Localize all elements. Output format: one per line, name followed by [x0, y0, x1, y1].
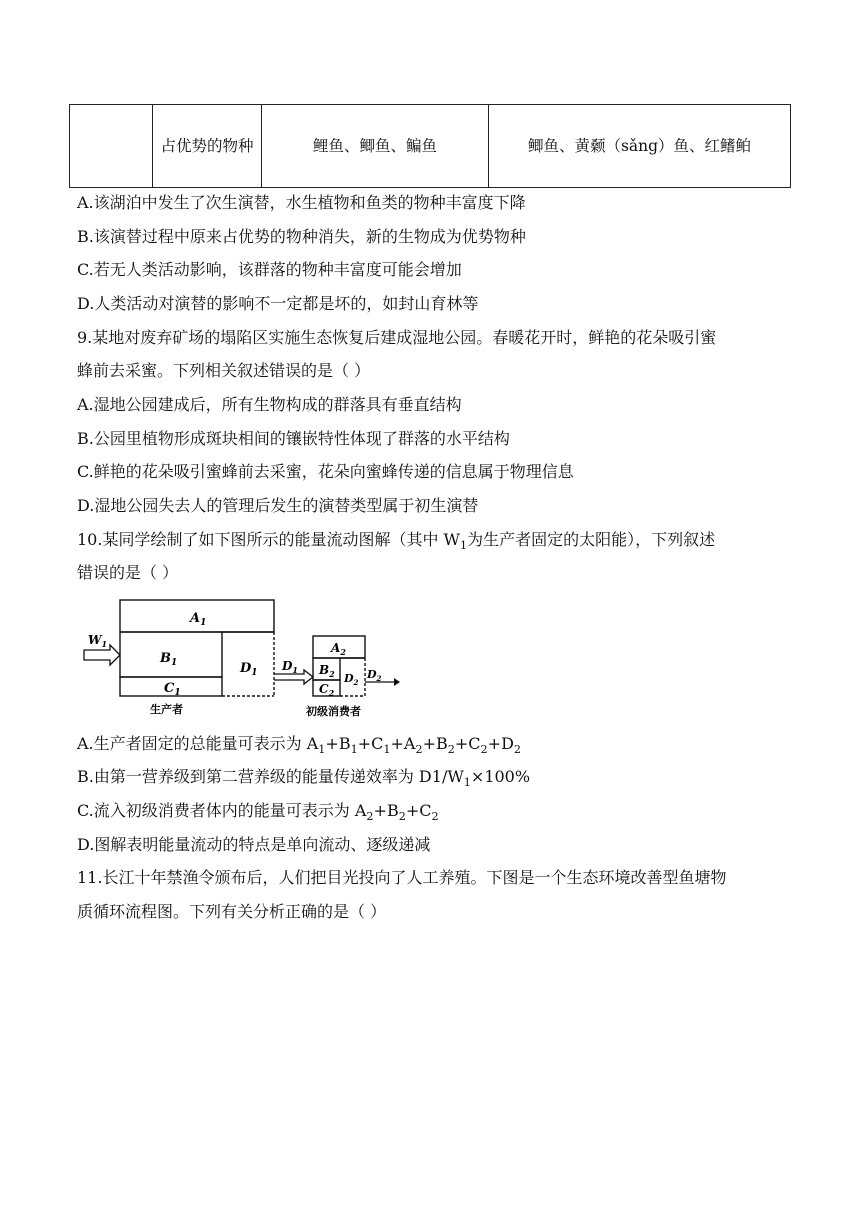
a1-label: $A_1$	[190, 611, 207, 628]
b1-box	[120, 632, 222, 677]
q10-option-b	[77, 765, 530, 795]
q9-stem-line1: 9.某地对废弃矿场的塌陷区实施生态恢复后建成湿地公园。春暖花开时，鲜艳的花朵吸引蜜	[77, 328, 717, 347]
q11-stem-line2: 质循环流程图。下列有关分析正确的是（ ）	[77, 902, 387, 921]
energy-flow-diagram	[82, 598, 402, 718]
table-cell-label: 占优势的物种	[153, 105, 262, 188]
q8-option-d: D.人类活动对演替的影响不一定都是坏的，如封山育林等	[77, 294, 479, 313]
d2-label: $D_2$	[344, 672, 359, 687]
w1-label: $W_1$	[88, 633, 108, 649]
q9-stem-line2: 蜂前去采蜜。下列相关叙述错误的是（ ）	[77, 361, 371, 380]
a2-label: $A_2$	[331, 641, 346, 657]
d1-label: $D_1$	[240, 661, 258, 678]
table-cell-empty	[70, 105, 153, 188]
q10-stem-sub: 1	[459, 539, 468, 553]
q9-option-d: D.湿地公园失去人的管理后发生的演替类型属于初生演替	[77, 496, 479, 515]
q10-option-a: A.生产者固定的总能量可表示为 $A_1+B_1+C_1+A_2+B_2+C_2+D_2$	[77, 734, 522, 757]
q10-stem-post: 为生产者固定的太阳能），下列叙述	[467, 530, 716, 549]
q10-b-post: ×100%	[470, 767, 531, 786]
d1-arrow-label: $D_1$	[282, 659, 298, 675]
w1-arrow	[84, 633, 120, 665]
q10-stem-line2: 错误的是（ ）	[77, 563, 179, 582]
q9-option-c: C.鲜艳的花朵吸引蜜蜂前去采蜜，花朵向蜜蜂传递的信息属于物理信息	[77, 462, 574, 481]
species-table	[69, 104, 791, 188]
table-row	[70, 105, 791, 188]
q8-option-c: C.若无人类活动影响，该群落的物种丰富度可能会增加	[77, 260, 462, 279]
q10-b-sub: 1	[463, 776, 471, 790]
table-cell-after: 鲫鱼、黄颡（sǎng）鱼、红鳍鲌	[489, 105, 791, 188]
q8-option-b: B.该演替过程中原来占优势的物种消失，新的生物成为优势物种	[77, 227, 526, 246]
q10-option-c: C.流入初级消费者体内的能量可表示为 $A_2+B_2+C_2$	[77, 801, 439, 824]
table-cell-before: 鲤鱼、鲫鱼、鳊鱼	[262, 105, 489, 188]
q10-stem-pre: 10.某同学绘制了如下图所示的能量流动图解（其中 W	[77, 530, 460, 549]
c1-label: $C_1$	[164, 681, 181, 698]
consumer-caption: 初级消费者	[306, 705, 361, 718]
b2-label: $B_2$	[319, 663, 335, 679]
producer-caption: 生产者	[150, 703, 183, 716]
q8-option-a: A.该湖泊中发生了次生演替，水生植物和鱼类的物种丰富度下降	[77, 193, 526, 212]
producer-block	[120, 600, 274, 698]
q10-b-pre: B.由第一营养级到第二营养级的能量传递效率为 D1/W	[77, 767, 464, 786]
q11-stem-line1: 11.长江十年禁渔令颁布后，人们把目光投向了人工养殖。下图是一个生态环境改善型鱼塘物	[77, 868, 727, 887]
d2-arrow-label: $D_2$	[367, 668, 382, 683]
q10-stem-line1	[77, 528, 715, 558]
q9-option-b: B.公园里植物形成斑块相间的镶嵌特性体现了群落的水平结构	[77, 429, 510, 448]
consumer-block	[313, 636, 365, 698]
b1-label: $B_1$	[160, 651, 178, 668]
d2-arrow	[365, 668, 400, 686]
q9-option-a: A.湿地公园建成后，所有生物构成的群落具有垂直结构	[77, 395, 462, 414]
c2-label: $C_2$	[319, 682, 335, 698]
q10-option-d: D.图解表明能量流动的特点是单向流动、逐级递减	[77, 835, 431, 854]
d1-arrow	[274, 659, 313, 684]
